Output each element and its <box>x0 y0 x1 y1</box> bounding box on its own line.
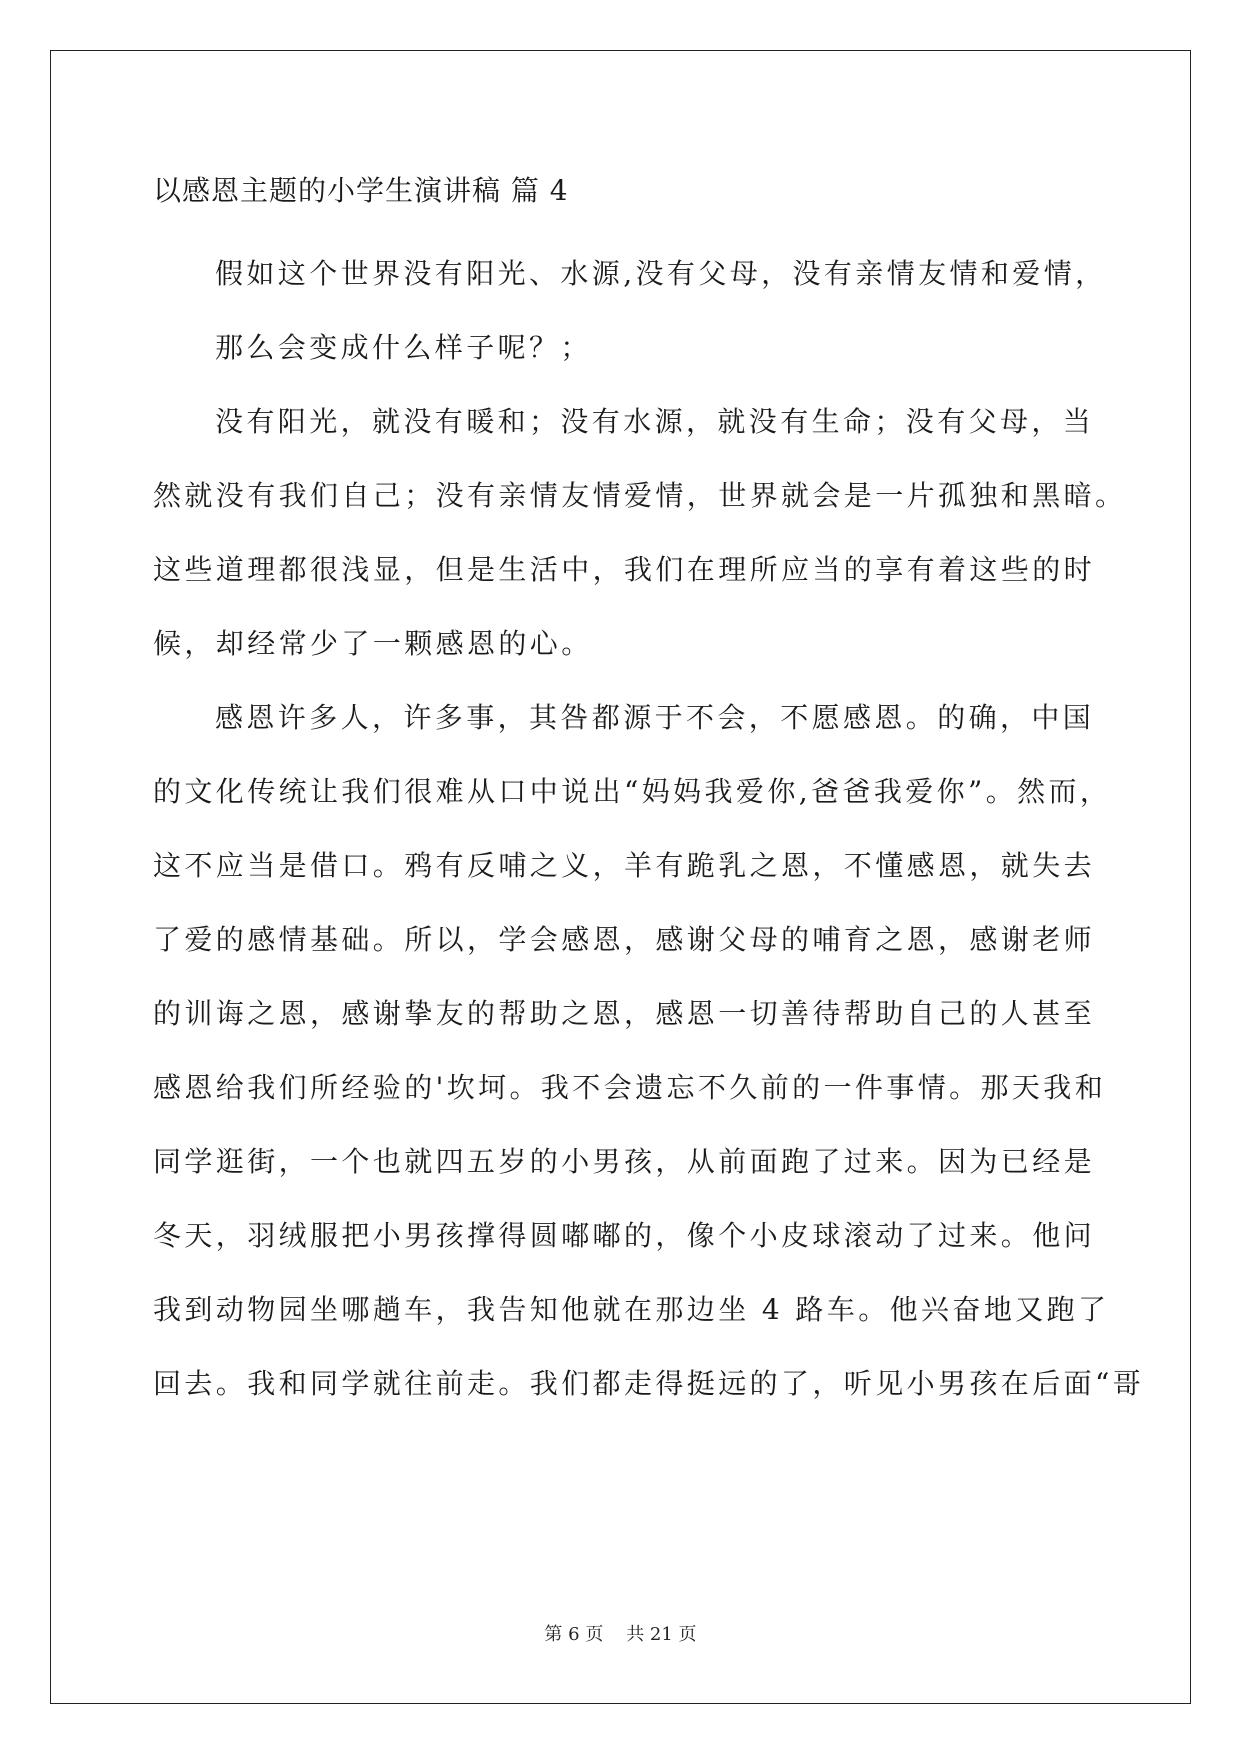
page-number-footer: 第 6 页 共 21 页 <box>544 1624 697 1645</box>
text-line: 的文化传统让我们很难从口中说出“妈妈我爱你,爸爸我爱你”。然而， <box>153 775 1112 808</box>
document-body <box>153 163 1145 1421</box>
text-line: 没有阳光，就没有暖和；没有水源，就没有生命；没有父母，当 <box>215 405 1095 438</box>
text-line: 感恩给我们所经验的'坎坷。我不会遗忘不久前的一件事情。那天我和 <box>153 1071 1107 1104</box>
text-line: 然就没有我们自己；没有亲情友情爱情，世界就会是一片孤独和黑暗。 <box>153 479 1127 512</box>
text-line: 感恩许多人，许多事，其咎都源于不会，不愿感恩。的确，中国 <box>215 701 1095 734</box>
text-line: 回去。我和同学就往前走。我们都走得挺远的了，听见小男孩在后面“哥 <box>153 1367 1145 1400</box>
document-title: 以感恩主题的小学生演讲稿 篇 4 <box>153 174 569 207</box>
text-line: 我到动物园坐哪趟车，我告知他就在那边坐 4 路车。他兴奋地又跑了 <box>153 1293 1110 1326</box>
text-line: 这不应当是借口。鸦有反哺之义，羊有跪乳之恩，不懂感恩，就失去 <box>153 849 1096 882</box>
text-line: 假如这个世界没有阳光、水源,没有父母，没有亲情友情和爱情， <box>215 257 1107 290</box>
text-line: 同学逛街，一个也就四五岁的小男孩，从前面跑了过来。因为已经是 <box>153 1145 1096 1178</box>
text-line: 了爱的感情基础。所以，学会感恩，感谢父母的哺育之恩，感谢老师 <box>153 923 1096 956</box>
text-line: 那么会变成什么样子呢？； <box>215 331 592 364</box>
text-line: 的训诲之恩，感谢挚友的帮助之恩，感恩一切善待帮助自己的人甚至 <box>153 997 1096 1030</box>
text-line: 这些道理都很浅显，但是生活中，我们在理所应当的享有着这些的时 <box>153 553 1096 586</box>
text-line: 候，却经常少了一颗感恩的心。 <box>153 627 593 660</box>
text-line: 冬天，羽绒服把小男孩撑得圆嘟嘟的，像个小皮球滚动了过来。他问 <box>153 1219 1096 1252</box>
paragraph-lines <box>153 237 1145 1421</box>
